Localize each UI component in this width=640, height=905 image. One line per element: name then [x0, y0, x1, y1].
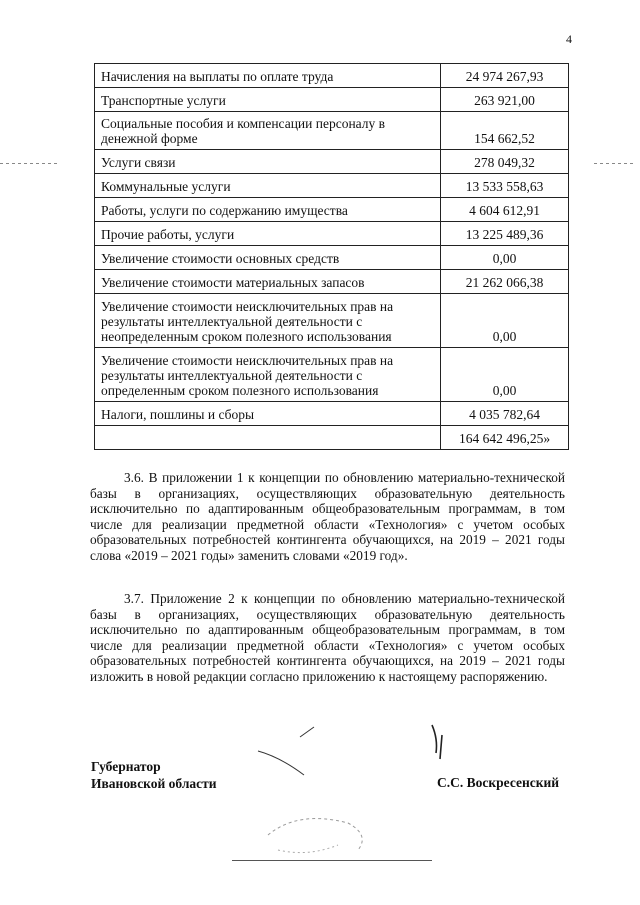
- table-row: [95, 64, 569, 88]
- row-amount: 0,00: [441, 348, 569, 402]
- row-amount: 154 662,52: [441, 112, 569, 150]
- row-amount: 263 921,00: [441, 88, 569, 112]
- table-row: [95, 88, 569, 112]
- row-name: Коммунальные услуги: [95, 174, 441, 198]
- scan-artifact: [0, 163, 60, 164]
- row-amount: 0,00: [441, 294, 569, 348]
- total-amount: 164 642 496,25»: [441, 426, 569, 450]
- signer-title: Губернатор Ивановской области: [91, 759, 217, 791]
- scan-artifact: [594, 163, 634, 164]
- row-name: Увеличение стоимости материальных запасов: [95, 270, 441, 294]
- row-name: Прочие работы, услуги: [95, 222, 441, 246]
- row-amount: 4 604 612,91: [441, 198, 569, 222]
- row-name: Услуги связи: [95, 150, 441, 174]
- table-row: [95, 198, 569, 222]
- row-name: Начисления на выплаты по оплате труда: [95, 64, 441, 88]
- table-row: [95, 348, 569, 402]
- table-row: [95, 222, 569, 246]
- row-amount: 21 262 066,38: [441, 270, 569, 294]
- row-name: Социальные пособия и компенсации персоналу в денежной форме: [95, 112, 441, 150]
- table-row: [95, 112, 569, 150]
- row-amount: 278 049,32: [441, 150, 569, 174]
- row-amount: 13 533 558,63: [441, 174, 569, 198]
- row-amount: 4 035 782,64: [441, 402, 569, 426]
- row-amount: 13 225 489,36: [441, 222, 569, 246]
- row-name: Работы, услуги по содержанию имущества: [95, 198, 441, 222]
- paragraph-3-6: 3.6. В приложении 1 к концепции по обновлению материально-технической базы в организациях, осуществляющих образовательную деятельность исключительно по адаптированным общеобразовательным программам, в том числе для реализации предметной области «Технология» с учетом особых образовательных потребностей контингента обучающихся, на 2019 – 2021 годы слова «2019 – 2021 годы» заменить словами «2019 год».: [90, 470, 565, 563]
- signer-name: С.С. Воскресенский: [437, 775, 560, 790]
- table-row: [95, 294, 569, 348]
- stamp-mark: [258, 805, 378, 860]
- row-name: Увеличение стоимости основных средств: [95, 246, 441, 270]
- paragraph-3-7: 3.7. Приложение 2 к концепции по обновлению материально-технической базы в организациях, осуществляющих образовательную деятельность исключительно по адаптированным общеобразовательным программам, в том числе для реализации предметной области «Технология» с учетом особых образовательных потребностей контингента обучающихся, на 2019 – 2021 годы изложить в новой редакции согласно приложению к настоящему распоряжению.: [90, 591, 565, 684]
- table-row: [95, 246, 569, 270]
- table-row: [95, 174, 569, 198]
- budget-table: [94, 63, 569, 450]
- row-name: Транспортные услуги: [95, 88, 441, 112]
- row-amount: 24 974 267,93: [441, 64, 569, 88]
- row-name: Налоги, пошлины и сборы: [95, 402, 441, 426]
- row-amount: 0,00: [441, 246, 569, 270]
- bottom-rule: [232, 860, 432, 861]
- page-number: 4: [566, 32, 572, 46]
- table-row: [95, 402, 569, 426]
- table-row: [95, 150, 569, 174]
- row-name: Увеличение стоимости неисключительных прав на результаты интеллектуальной деятельности с неопределенным сроком полезного использования: [95, 294, 441, 348]
- total-row: [95, 426, 569, 450]
- row-name: Увеличение стоимости неисключительных прав на результаты интеллектуальной деятельности с определенным сроком полезного использования: [95, 348, 441, 402]
- table-row: [95, 270, 569, 294]
- total-label-cell: [95, 426, 441, 450]
